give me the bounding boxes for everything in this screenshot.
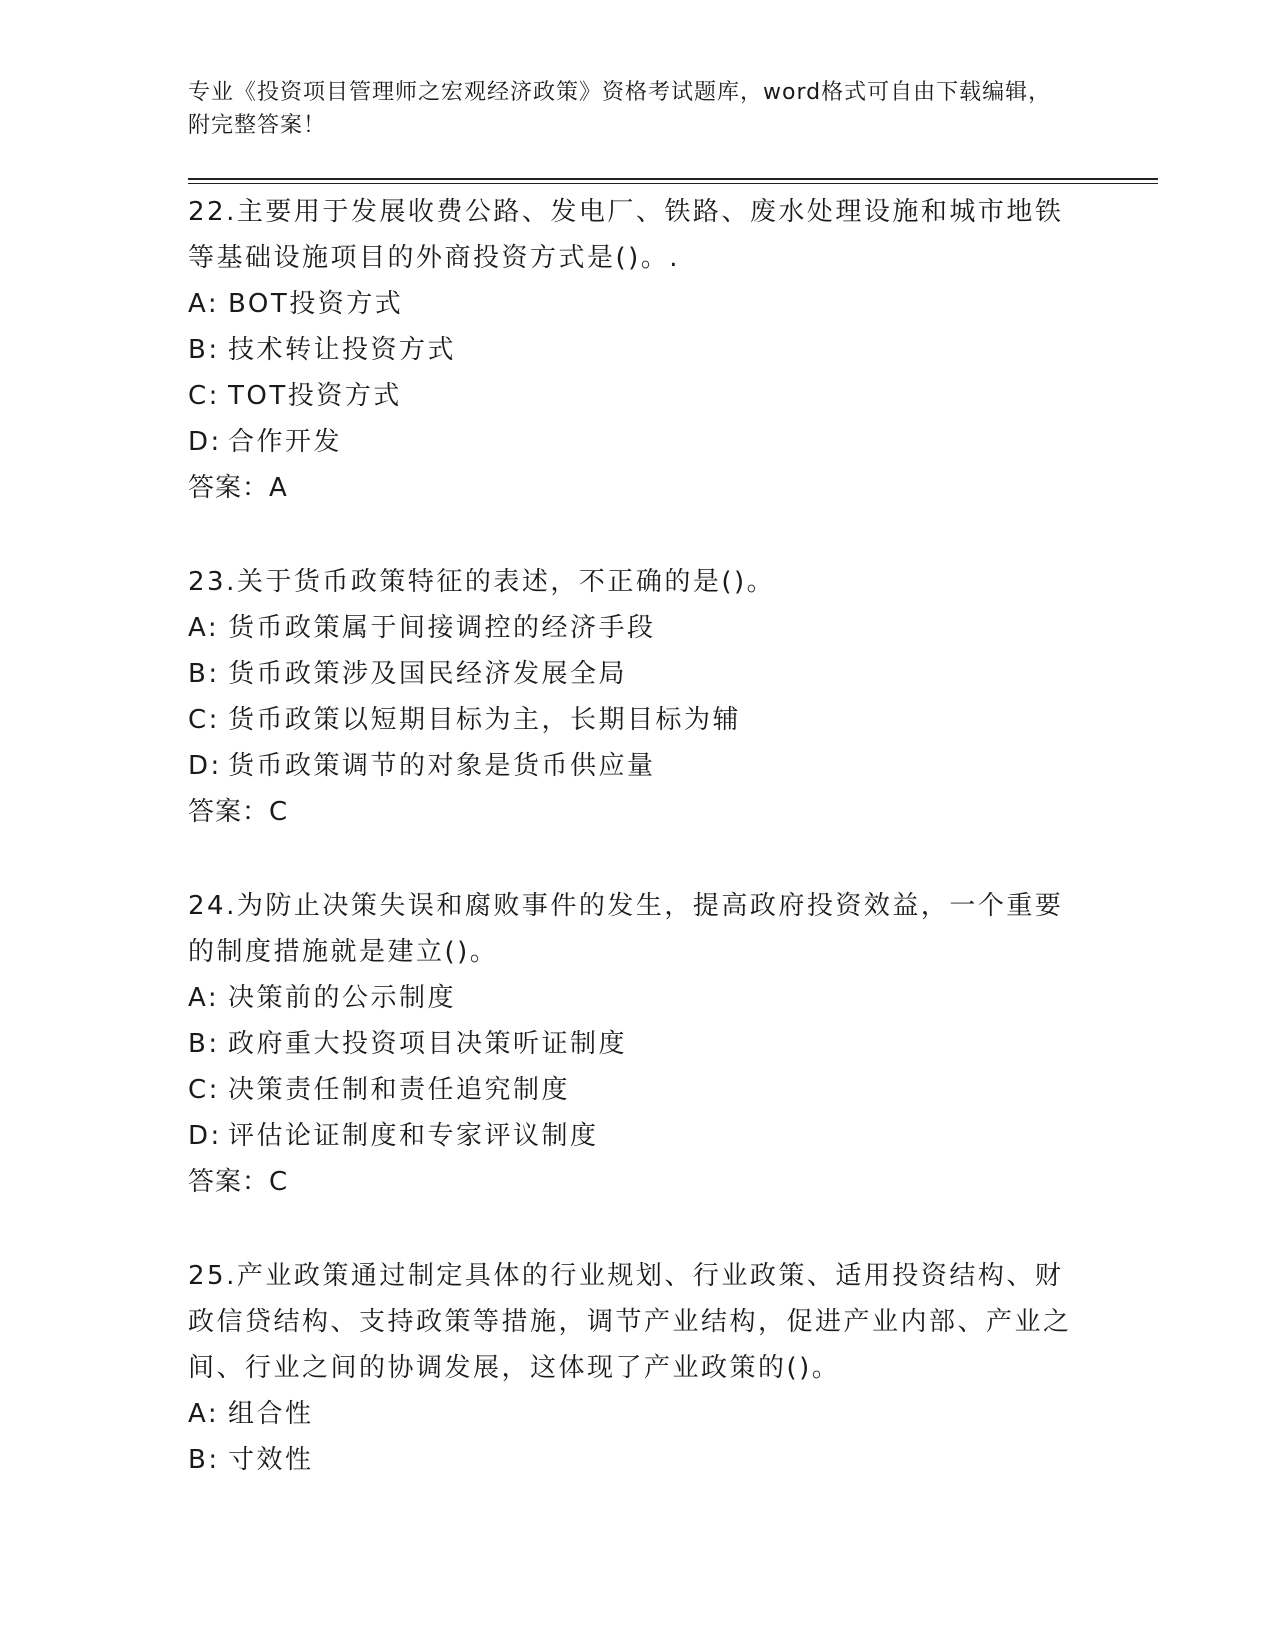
option-d <box>188 743 1088 789</box>
option-d <box>188 419 1088 465</box>
option-text: BOT投资方式 <box>228 289 404 319</box>
header-divider-thick <box>188 178 1158 180</box>
option-text: 寸效性 <box>228 1445 314 1475</box>
option-text: 政府重大投资项目决策听证制度 <box>228 1029 628 1059</box>
question-stem: 22.主要用于发展收费公路、发电厂、铁路、废水处理设施和城市地铁等基础设施项目的外商投资方式是()。. <box>188 197 1064 273</box>
option-a <box>188 1391 1088 1437</box>
option-key: C: <box>188 381 220 411</box>
answer-line: 答案：C <box>188 1167 289 1197</box>
question-stem: 24.为防止决策失误和腐败事件的发生，提高政府投资效益，一个重要的制度措施就是建立()。 <box>188 891 1064 967</box>
header-divider-thin <box>188 183 1158 184</box>
answer-line: 答案：C <box>188 797 289 827</box>
question-23 <box>188 559 1088 835</box>
question-22 <box>188 189 1088 511</box>
option-key: A: <box>188 1399 220 1429</box>
option-c <box>188 373 1088 419</box>
question-24 <box>188 883 1088 1205</box>
option-text: 合作开发 <box>228 427 343 457</box>
option-c <box>188 1067 1088 1113</box>
option-text: 货币政策调节的对象是货币供应量 <box>228 751 656 781</box>
option-text: 决策责任制和责任追究制度 <box>228 1075 571 1105</box>
option-c <box>188 697 1088 743</box>
option-b <box>188 327 1088 373</box>
option-key: D: <box>188 751 222 781</box>
option-key: C: <box>188 705 220 735</box>
document-header: 专业《投资项目管理师之宏观经济政策》资格考试题库，word格式可自由下载编辑，附完整答案！ <box>188 80 1052 138</box>
option-key: D: <box>188 1121 222 1151</box>
option-key: B: <box>188 659 220 689</box>
option-key: D: <box>188 427 222 457</box>
answer-line: 答案：A <box>188 473 288 503</box>
option-a <box>188 605 1088 651</box>
option-text: 组合性 <box>228 1399 314 1429</box>
option-text: 评估论证制度和专家评议制度 <box>228 1121 599 1151</box>
question-stem: 25.产业政策通过制定具体的行业规划、行业政策、适用投资结构、财政信贷结构、支持政策等措施，调节产业结构，促进产业内部、产业之间、行业之间的协调发展，这体现了产业政策的()。 <box>188 1261 1072 1383</box>
question-25 <box>188 1253 1088 1483</box>
option-key: B: <box>188 1029 220 1059</box>
option-key: A: <box>188 289 220 319</box>
option-text: 货币政策属于间接调控的经济手段 <box>228 613 656 643</box>
question-list <box>188 189 1088 1531</box>
option-d <box>188 1113 1088 1159</box>
option-text: TOT投资方式 <box>228 381 402 411</box>
option-b <box>188 1021 1088 1067</box>
option-text: 决策前的公示制度 <box>228 983 457 1013</box>
option-key: B: <box>188 335 220 365</box>
question-stem: 23.关于货币政策特征的表述，不正确的是()。 <box>188 567 776 597</box>
option-key: A: <box>188 983 220 1013</box>
option-a <box>188 281 1088 327</box>
option-key: B: <box>188 1445 220 1475</box>
option-key: C: <box>188 1075 220 1105</box>
option-text: 货币政策以短期目标为主，长期目标为辅 <box>228 705 742 735</box>
option-b <box>188 1437 1088 1483</box>
option-text: 货币政策涉及国民经济发展全局 <box>228 659 628 689</box>
option-key: A: <box>188 613 220 643</box>
option-b <box>188 651 1088 697</box>
option-text: 技术转让投资方式 <box>228 335 457 365</box>
option-a <box>188 975 1088 1021</box>
